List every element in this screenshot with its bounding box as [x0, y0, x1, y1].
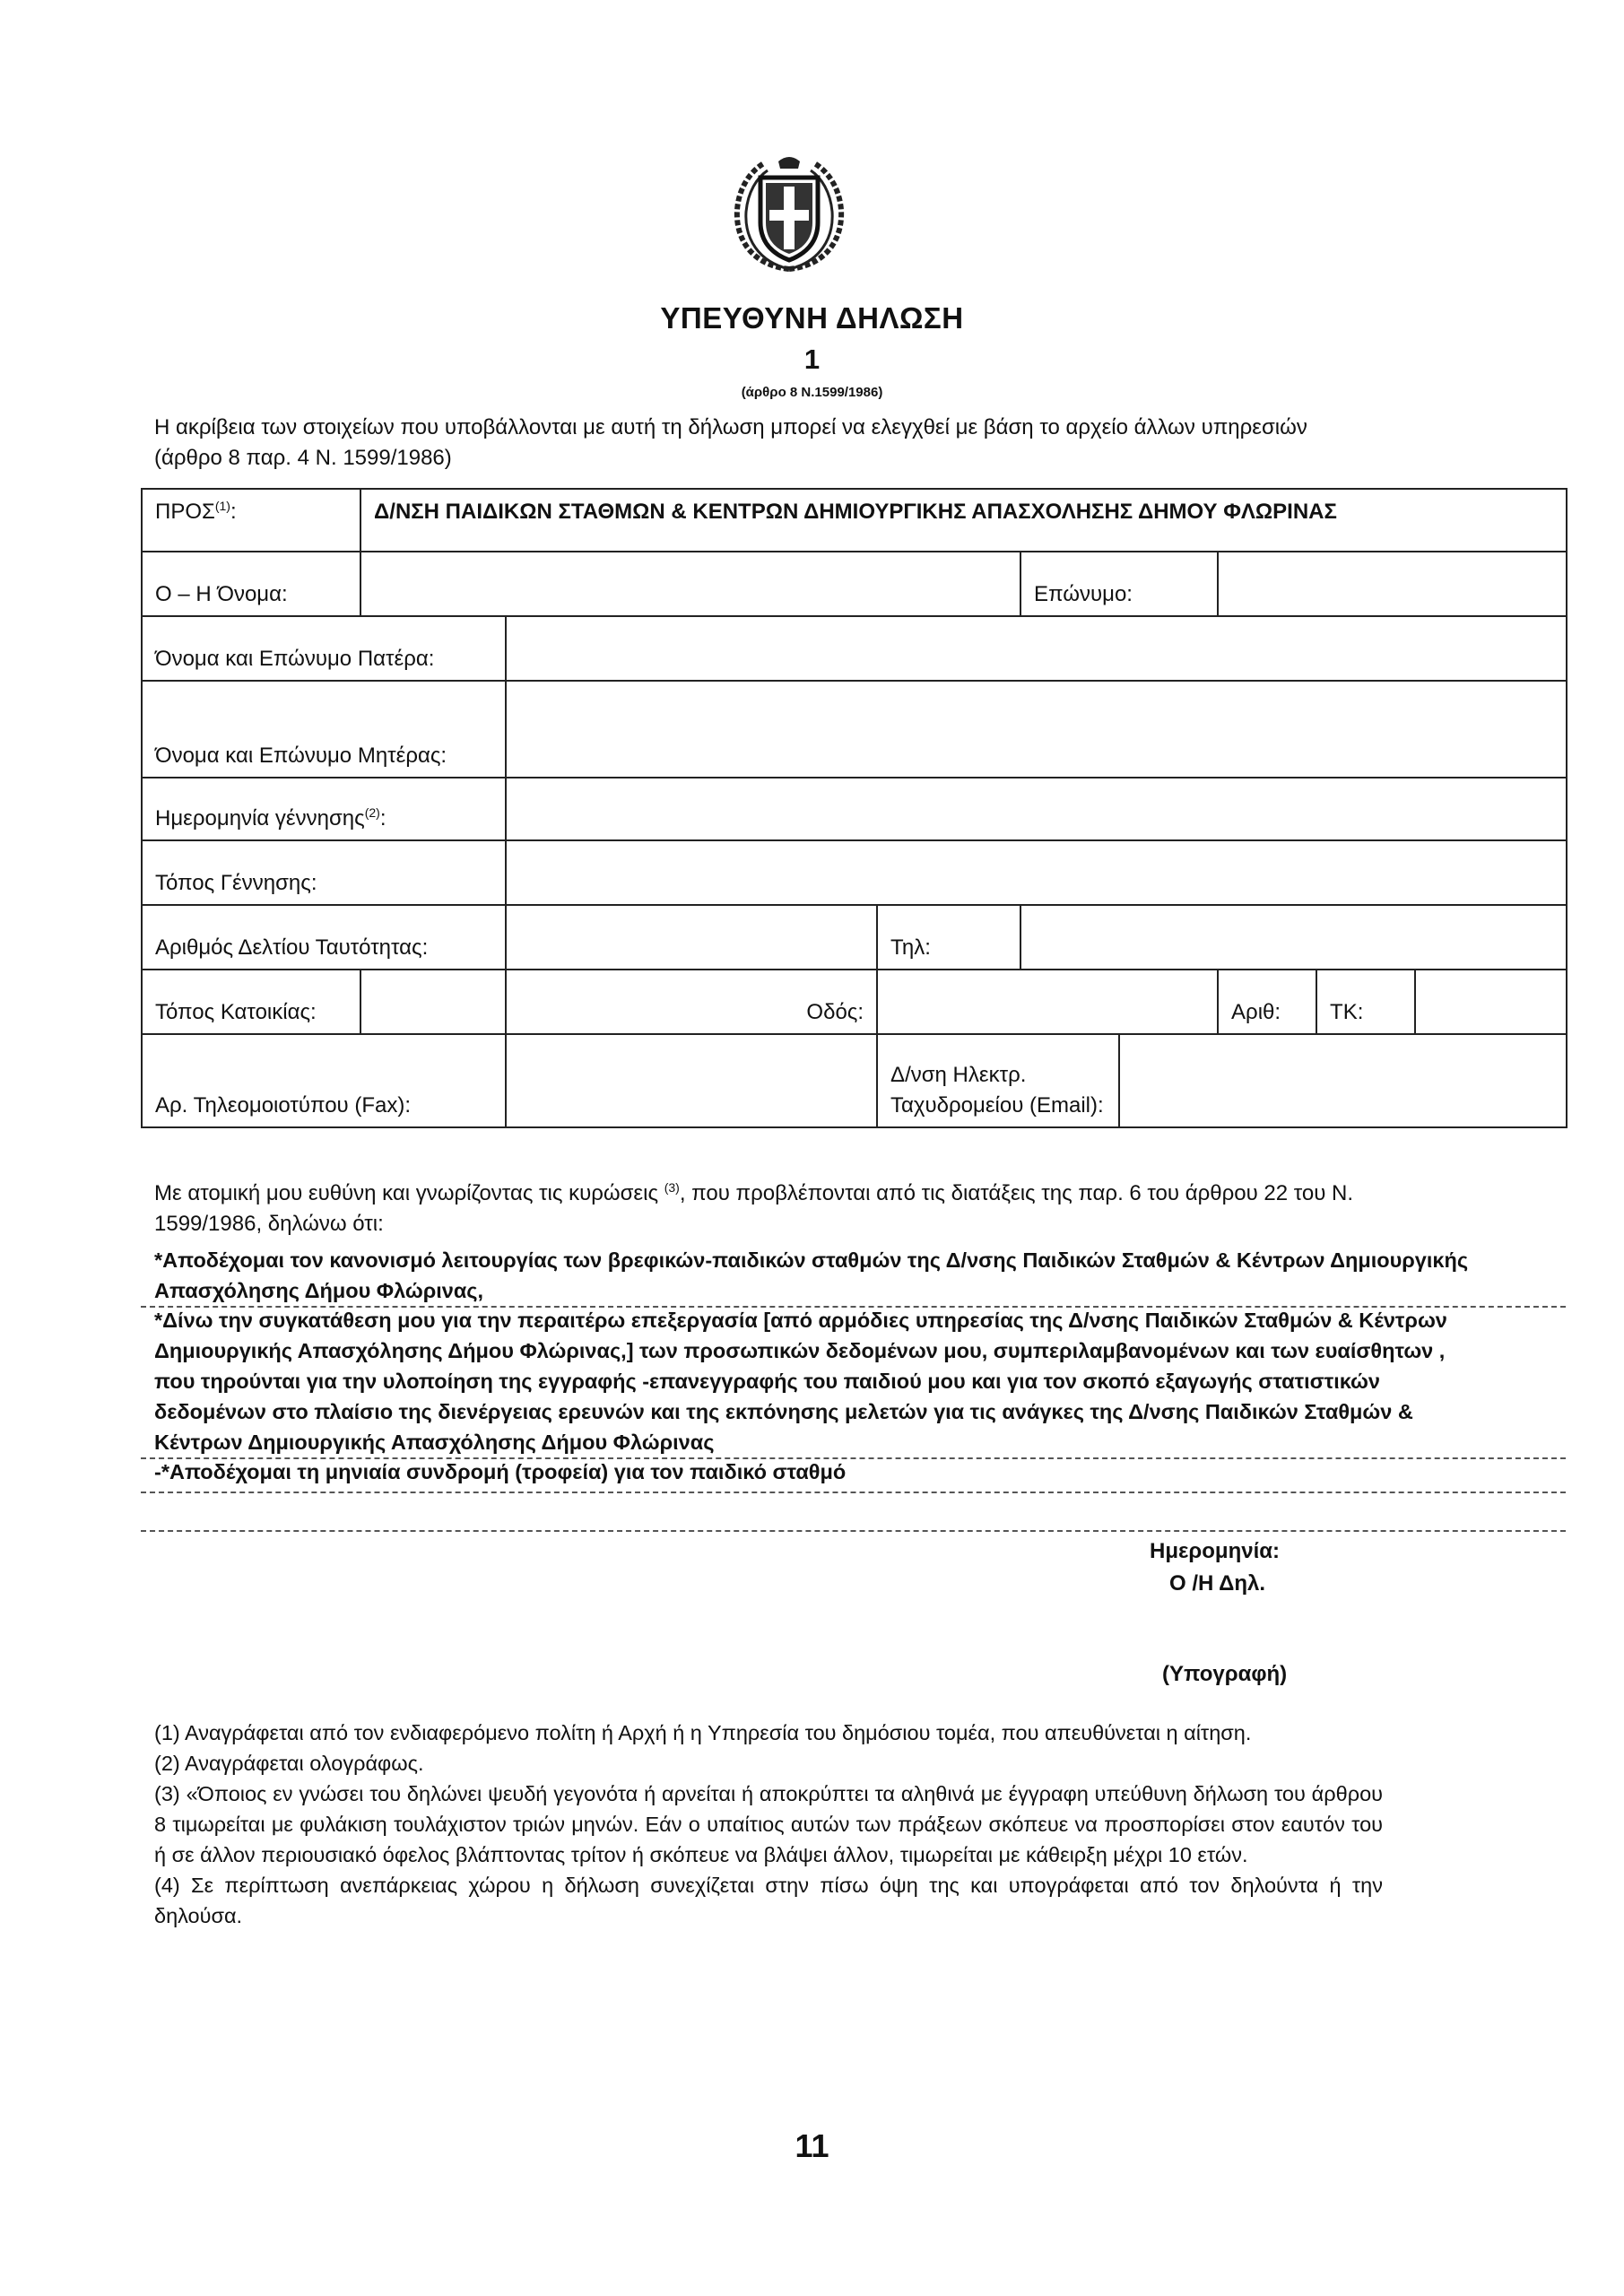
- sworn-text-b: , που προβλέπονται από τις διατάξεις της παρ. 6 του άρθρου 22 του Ν. 1599/1986, δηλώνω ότι:: [154, 1181, 1354, 1236]
- intro-paragraph: Η ακρίβεια των στοιχείων που υποβάλλονται με αυτή τη δήλωση μπορεί να ελεγχθεί με βάση το αρχείο άλλων υπηρεσιών (άρθρο 8 παρ. 4 Ν. 1599/1986): [154, 415, 1307, 470]
- number-label: Αριθ:: [1218, 970, 1316, 1034]
- mother-label: Όνομα και Επώνυμο Μητέρας:: [142, 681, 506, 778]
- email-label: Δ/νση Ηλεκτρ. Ταχυδρομείου (Email):: [877, 1034, 1119, 1127]
- surname-label: Επώνυμο:: [1020, 552, 1218, 616]
- footnotes: [154, 1718, 1383, 1931]
- declaration-item-3: -*Αποδέχομαι τη μηνιαία συνδρομή (τροφεία) για τον παιδικό σταθμό: [154, 1460, 847, 1483]
- signature-label: (Υπογραφή): [1162, 1662, 1288, 1686]
- declaration-form-table: [141, 488, 1568, 1128]
- sworn-footnote-ref: (3): [664, 1180, 680, 1195]
- postal-label: ΤΚ:: [1316, 970, 1415, 1034]
- sworn-statement: [154, 1178, 1463, 1239]
- signer-label: Ο /Η Δηλ.: [1169, 1571, 1266, 1596]
- to-footnote-ref: (1): [214, 499, 230, 513]
- birthdate-footnote-ref: (2): [364, 805, 380, 820]
- postal-field[interactable]: [1415, 970, 1567, 1034]
- date-label: Ημερομηνία:: [1150, 1539, 1281, 1563]
- greek-coat-of-arms-emblem: [726, 151, 852, 276]
- residence-label: Τόπος Κατοικίας:: [142, 970, 360, 1034]
- birthdate-label-cell: Ημερομηνία γέννησης$^{(2)}$:: [142, 778, 506, 840]
- declaration-item-2: *Δίνω την συγκατάθεση μου για την περαιτέρω επεξεργασία [από αρμόδιες υπηρεσίας της Δ/νσης Παιδικών Σταθμών & Κέντρων Δημιουργικής Απασχόλησης Δήμου Φλώρινας,] των προσωπικών δεδομένων μου, συμπεριλαμβανομένων και των ευαίσθητων , που τηρούνται για την υλοποίηση της εγγραφής -επανεγγραφής του παιδιού μου και για τον σκοπό εξαγωγής στατιστικών δεδομένων στο πλαίσιο της διενέργειας ερευνών και της εκπόνησης μελετών για τις ανάγκες της Δ/νσης Παιδικών Σταθμών & Κέντρων Δημιουργικής Απασχόλησης Δήμου Φλώρινας: [154, 1309, 1447, 1454]
- document-title-number: 1: [803, 344, 821, 375]
- law-reference: (άρθρο 8 Ν.1599/1986): [741, 385, 883, 400]
- residence-field[interactable]: [360, 970, 506, 1034]
- to-label: ΠΡΟΣ: [155, 500, 215, 524]
- phone-field[interactable]: [1020, 905, 1567, 970]
- street-label: Οδός:: [506, 970, 877, 1034]
- to-value: Δ/ΝΣΗ ΠΑΙΔΙΚΩΝ ΣΤΑΘΜΩΝ & ΚΕΝΤΡΩΝ ΔΗΜΙΟΥΡΓΙΚΗΣ ΑΠΑΣΧΟΛΗΣΗΣ ΔΗΜΟΥ ΦΛΩΡΙΝΑΣ: [360, 489, 1567, 552]
- page-number: 11: [795, 2127, 829, 2164]
- street-field[interactable]: [877, 970, 1218, 1034]
- phone-label: Τηλ:: [877, 905, 1020, 970]
- footnote-1: (1) Αναγράφεται από τον ενδιαφερόμενο πολίτη ή Αρχή ή η Υπηρεσία του δημόσιου τομέα, που απευθύνεται η αίτηση.: [154, 1721, 1252, 1744]
- name-label: Ο – Η Όνομα:: [142, 552, 360, 616]
- fax-label: Αρ. Τηλεομοιοτύπου (Fax):: [142, 1034, 506, 1127]
- declaration-item-1: *Αποδέχομαι τον κανονισμό λειτουργίας των βρεφικών-παιδικών σταθμών της Δ/νσης Παιδικών Σταθμών & Κέντρων Δημιουργικής Απασχόλησης Δήμου Φλώρινας,: [154, 1248, 1469, 1302]
- name-field[interactable]: [360, 552, 1020, 616]
- mother-field[interactable]: [506, 681, 1567, 778]
- dashed-line: [141, 1492, 1566, 1493]
- footnote-4: (4) Σε περίπτωση ανεπάρκειας χώρου η δήλωση συνεχίζεται στην πίσω όψη της και υπογράφεται από τον δηλούντα ή την δηλούσα.: [154, 1874, 1383, 1927]
- sworn-text-a: Με ατομική μου ευθύνη και γνωρίζοντας τις κυρώσεις: [154, 1181, 659, 1205]
- fax-field[interactable]: [506, 1034, 877, 1127]
- document-title: ΥΠΕΥΘΥΝΗ ΔΗΛΩΣΗ: [660, 301, 964, 335]
- footnote-2: (2) Αναγράφεται ολογράφως.: [154, 1752, 424, 1775]
- id-label: Αριθμός Δελτίου Ταυτότητας:: [142, 905, 506, 970]
- footnote-3: (3) «Όποιος εν γνώσει του δηλώνει ψευδή γεγονότα ή αρνείται ή αποκρύπτει τα αληθινά με έγγραφη υπεύθυνη δήλωση του άρθρου 8 τιμωρείται με φυλάκιση τουλάχιστον τριών μηνών. Εάν ο υπαίτιος αυτών των πράξεων σκόπευε να προσπορίσει στον εαυτόν του ή σε άλλον περιουσιακό όφελος βλάπτοντας τρίτον ή σκόπευε να βλάψει άλλον, τιμωρείται με κάθειρξη μέχρι 10 ετών.: [154, 1782, 1383, 1866]
- to-label-cell: ΠΡΟΣ$^{(1)}$:: [142, 489, 360, 552]
- id-field[interactable]: [506, 905, 877, 970]
- email-field[interactable]: [1119, 1034, 1567, 1127]
- dashed-line: [141, 1530, 1566, 1532]
- birthplace-label: Τόπος Γέννησης:: [142, 840, 506, 905]
- birthdate-field[interactable]: [506, 778, 1567, 840]
- father-label: Όνομα και Επώνυμο Πατέρα:: [142, 616, 506, 681]
- father-field[interactable]: [506, 616, 1567, 681]
- birthplace-field[interactable]: [506, 840, 1567, 905]
- surname-field[interactable]: [1218, 552, 1567, 616]
- birthdate-label: Ημερομηνία γέννησης: [155, 806, 365, 831]
